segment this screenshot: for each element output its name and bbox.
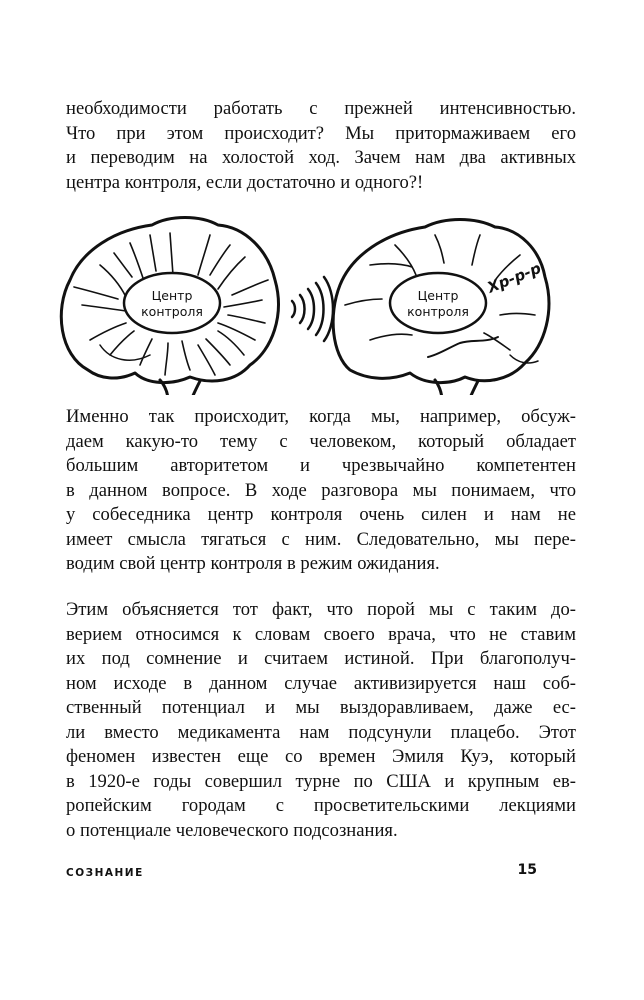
brain-illustration — [40, 205, 600, 395]
text-line: феномен известен еще со времен Эмиля Куэ, который — [66, 746, 576, 767]
paragraph-3 — [66, 598, 576, 843]
text-line: в 1920-е годы совершил турне по США и крупным ев- — [66, 770, 576, 792]
text-line: Именно так происходит, когда мы, например, обсуж- — [66, 406, 576, 427]
text-line: даем какую-то тему с человеком, который обладает — [66, 430, 576, 452]
text-line: имеет смысла тягаться с ним. Следовательно, мы пере- — [66, 528, 576, 550]
page-number: 15 — [517, 862, 537, 878]
text-line: центра контроля, если достаточно и одного?! — [66, 171, 424, 193]
right-brain-label-1: Центр — [417, 288, 459, 303]
signal-waves-icon — [292, 277, 333, 341]
text-line: у собеседника центр контроля очень силен и нам не — [66, 504, 576, 525]
paragraph-1 — [66, 97, 576, 195]
text-line: их под сомнение и считаем истиной. При благополуч- — [66, 648, 576, 669]
text-line: ропейским городам с просветительскими лекциями — [66, 795, 576, 816]
text-line: и переводим на холостой ход. Зачем нам два активных — [66, 147, 576, 168]
snore-text: Хр-р-р — [484, 258, 544, 297]
text-line: ли вместо медикамента нам подсунули плацебо. Этот — [66, 721, 576, 743]
left-brain-label-1: Центр — [151, 288, 193, 303]
running-footer-section: СОЗНАНИЕ — [66, 867, 144, 879]
text-line: необходимости работать с прежней интенсивностью. — [66, 98, 576, 119]
text-line: ном исходе в данном случае активизируется наш соб- — [66, 672, 576, 694]
text-line: верием относимся к словам своего врача, что не ставим — [66, 623, 576, 645]
paragraph-2 — [66, 405, 576, 577]
text-line: Этим объясняется тот факт, что порой мы с таким до- — [66, 599, 576, 620]
text-line: Что при этом происходит? Мы притормаживаем его — [66, 122, 576, 144]
text-line: ственный потенциал и мы выздоравливаем, даже ес- — [66, 697, 576, 718]
text-line: в данном вопросе. В ходе разговора мы понимаем, что — [66, 479, 576, 501]
text-line: водим свой центр контроля в режим ожидания. — [66, 553, 440, 574]
right-brain-label-2: контроля — [407, 304, 469, 319]
text-line: о потенциале человеческого подсознания. — [66, 819, 398, 841]
left-brain-label-2: контроля — [141, 304, 203, 319]
text-line: большим авторитетом и чрезвычайно компетентен — [66, 455, 576, 476]
